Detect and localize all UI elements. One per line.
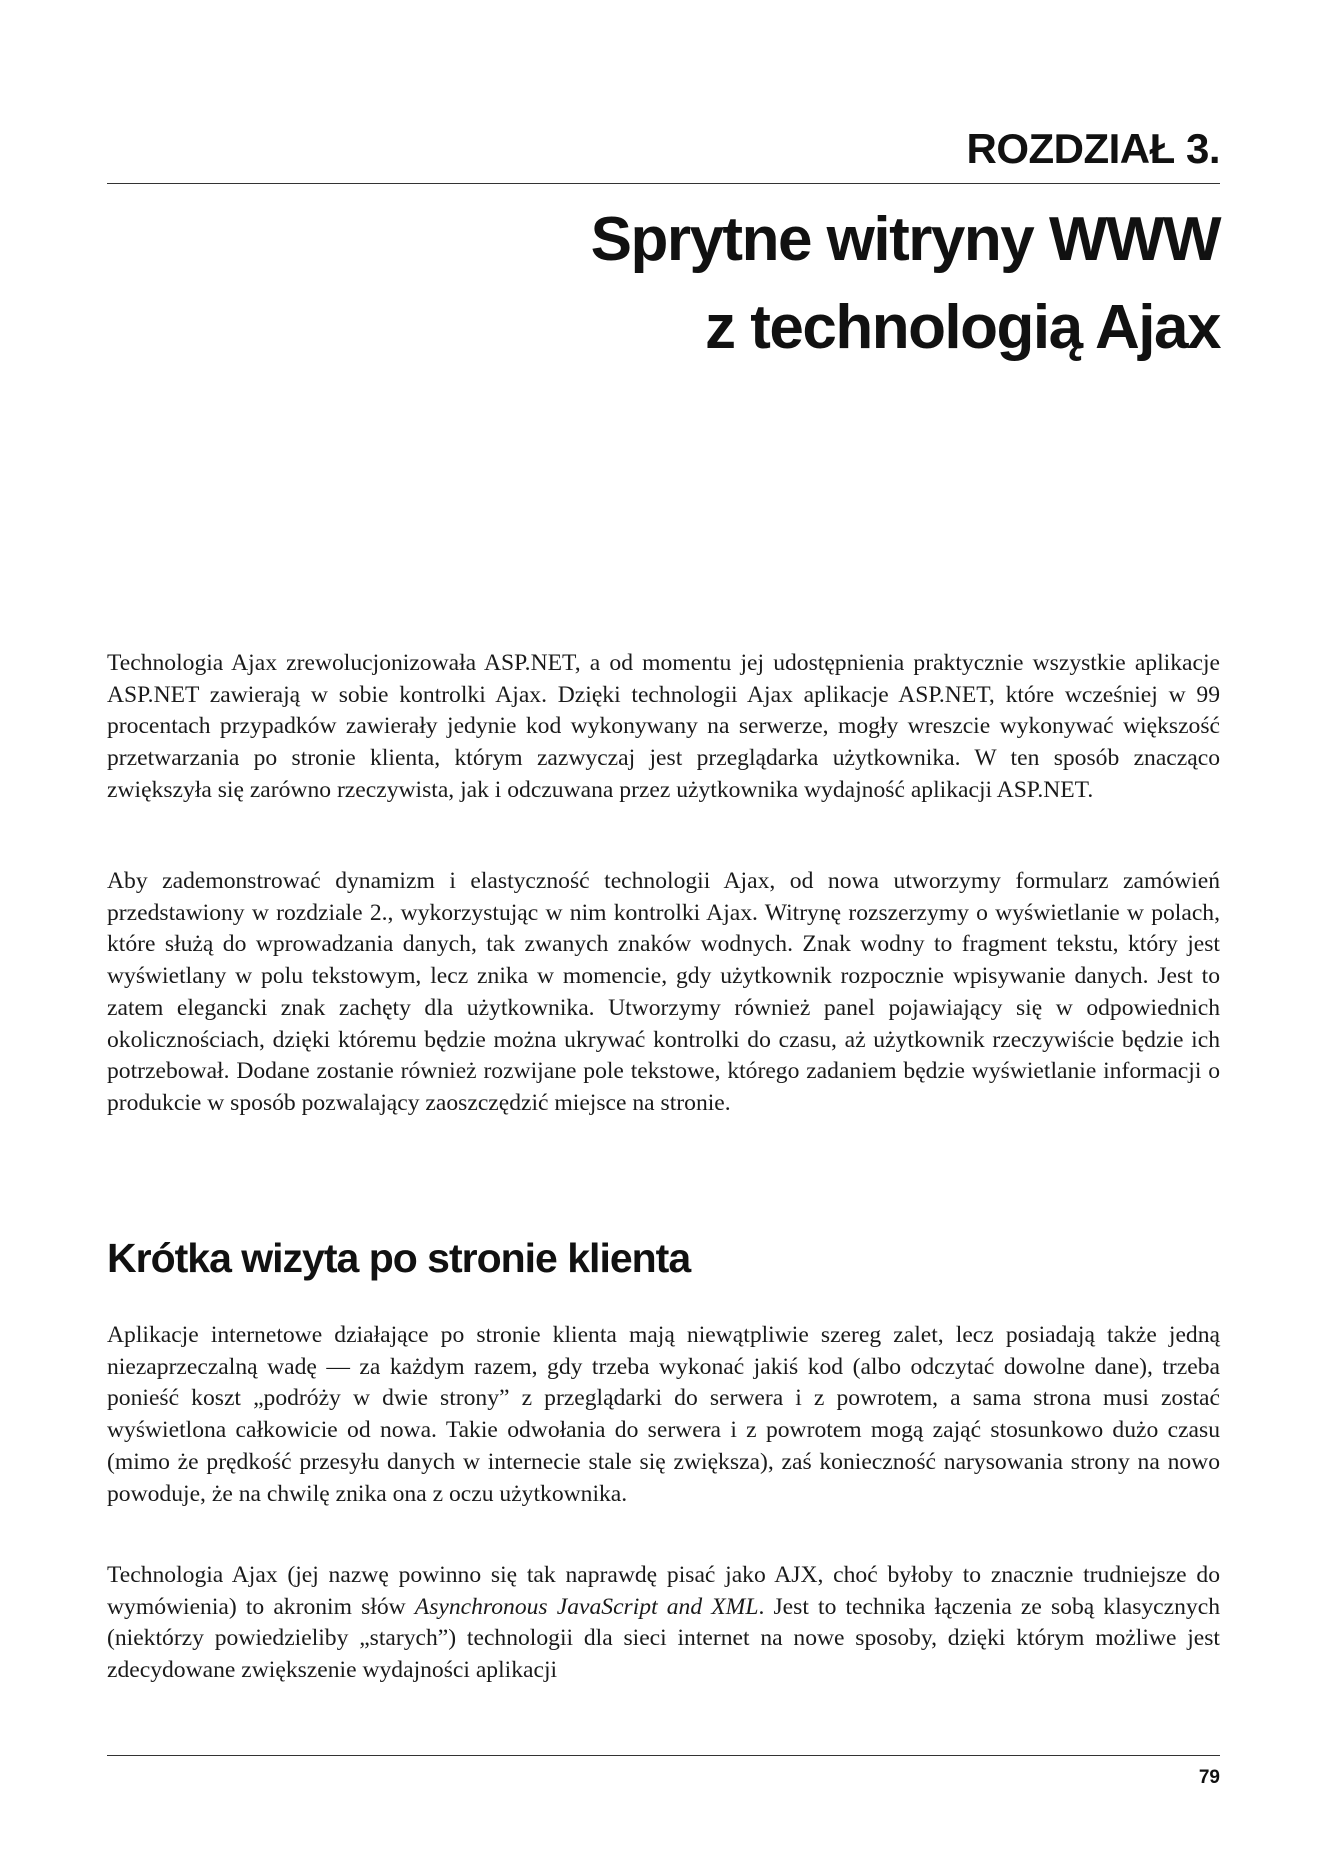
chapter-title <box>591 196 1220 372</box>
chapter-title-line-1: Sprytne witryny WWW <box>590 205 1220 274</box>
section-paragraph-2-end: . Jest to technika łączenia ze sobą klasycznych (niektórzy powiedzieliby „starych”) technologii dla sieci internet na nowe sposoby, dzięki którym możliwe jest zdecydowane zwiększenie wydajności aplikacji <box>107 1593 1220 1684</box>
page-number: 79 <box>1198 1767 1220 1788</box>
chapter-divider <box>107 183 1220 184</box>
intro-paragraph-2: Aby zademonstrować dynamizm i elastyczność technologii Ajax, od nowa utworzymy formularz zamówień przedstawiony w rozdziale 2., wykorzystując w nim kontrolki Ajax. Witrynę rozszerzymy o wyświetlanie w polach, które służą do wprowadzania danych, tak zwanych znaków wodnych. Znak wodny to fragment tekstu, który jest wyświetlany w polu tekstowym, lecz znika w momencie, gdy użytkownik rozpocznie wpisywanie danych. Jest to zatem elegancki znak zachęty dla użytkownika. Utworzymy również panel pojawiający się w odpowiednich okolicznościach, dzięki któremu będzie można ukrywać kontrolki do czasu, aż użytkownik rzeczywiście będzie ich potrzebował. Dodane zostanie również rozwijane pole tekstowe, którego zadaniem będzie wyświetlanie informacji o produkcie w sposób pozwalający zaoszczędzić miejsce na stronie. <box>107 868 1220 1116</box>
section-paragraph-2-start: Technologia Ajax (jej nazwę powinno się tak naprawdę pisać jako AJX, choć byłoby to znacznie trudniejsze do wymówienia) to akronim słów <box>107 1562 1220 1620</box>
acronym-expansion: Asynchronous JavaScript and XML <box>414 1593 759 1620</box>
section-heading: Krótka wizyta po stronie klienta <box>107 1235 691 1281</box>
chapter-title-line-2: z technologią Ajax <box>704 293 1220 362</box>
section-paragraph-1: Aplikacje internetowe działające po stronie klienta mają niewątpliwie szereg zalet, lecz posiadają także jedną niezaprzeczalną wadę — za każdym razem, gdy trzeba wykonać jakiś kod (albo odczytać dowolne dane), trzeba ponieść koszt „podróży w dwie strony” z przeglądarki do serwera i z powrotem, a sama strona musi zostać wyświetlona całkowicie od nowa. Takie odwołania do serwera i z powrotem mogą zająć stosunkowo dużo czasu (mimo że prędkość przesyłu danych w internecie stale się zwiększa), zaś konieczność narysowania strony na nowo powoduje, że na chwilę znika ona z oczu użytkownika. <box>107 1322 1220 1507</box>
footer-divider <box>107 1755 1220 1756</box>
section-paragraph-2 <box>107 1560 1220 1687</box>
intro-paragraph-1: Technologia Ajax zrewolucjonizowała ASP.NET, a od momentu jej udostępnienia praktycznie wszystkie aplikacje ASP.NET zawierają w sobie kontrolki Ajax. Dzięki technologii Ajax aplikacje ASP.NET, które wcześniej w 99 procentach przypadków zawierały jedynie kod wykonywany na serwerze, mogły wreszcie wykonywać większość przetwarzania po stronie klienta, którym zazwyczaj jest przeglądarka użytkownika. W ten sposób znacząco zwiększyła się zarówno rzeczywista, jak i odczuwana przez użytkownika wydajność aplikacji ASP.NET. <box>107 650 1220 803</box>
chapter-label: ROZDZIAŁ 3. <box>966 125 1220 172</box>
